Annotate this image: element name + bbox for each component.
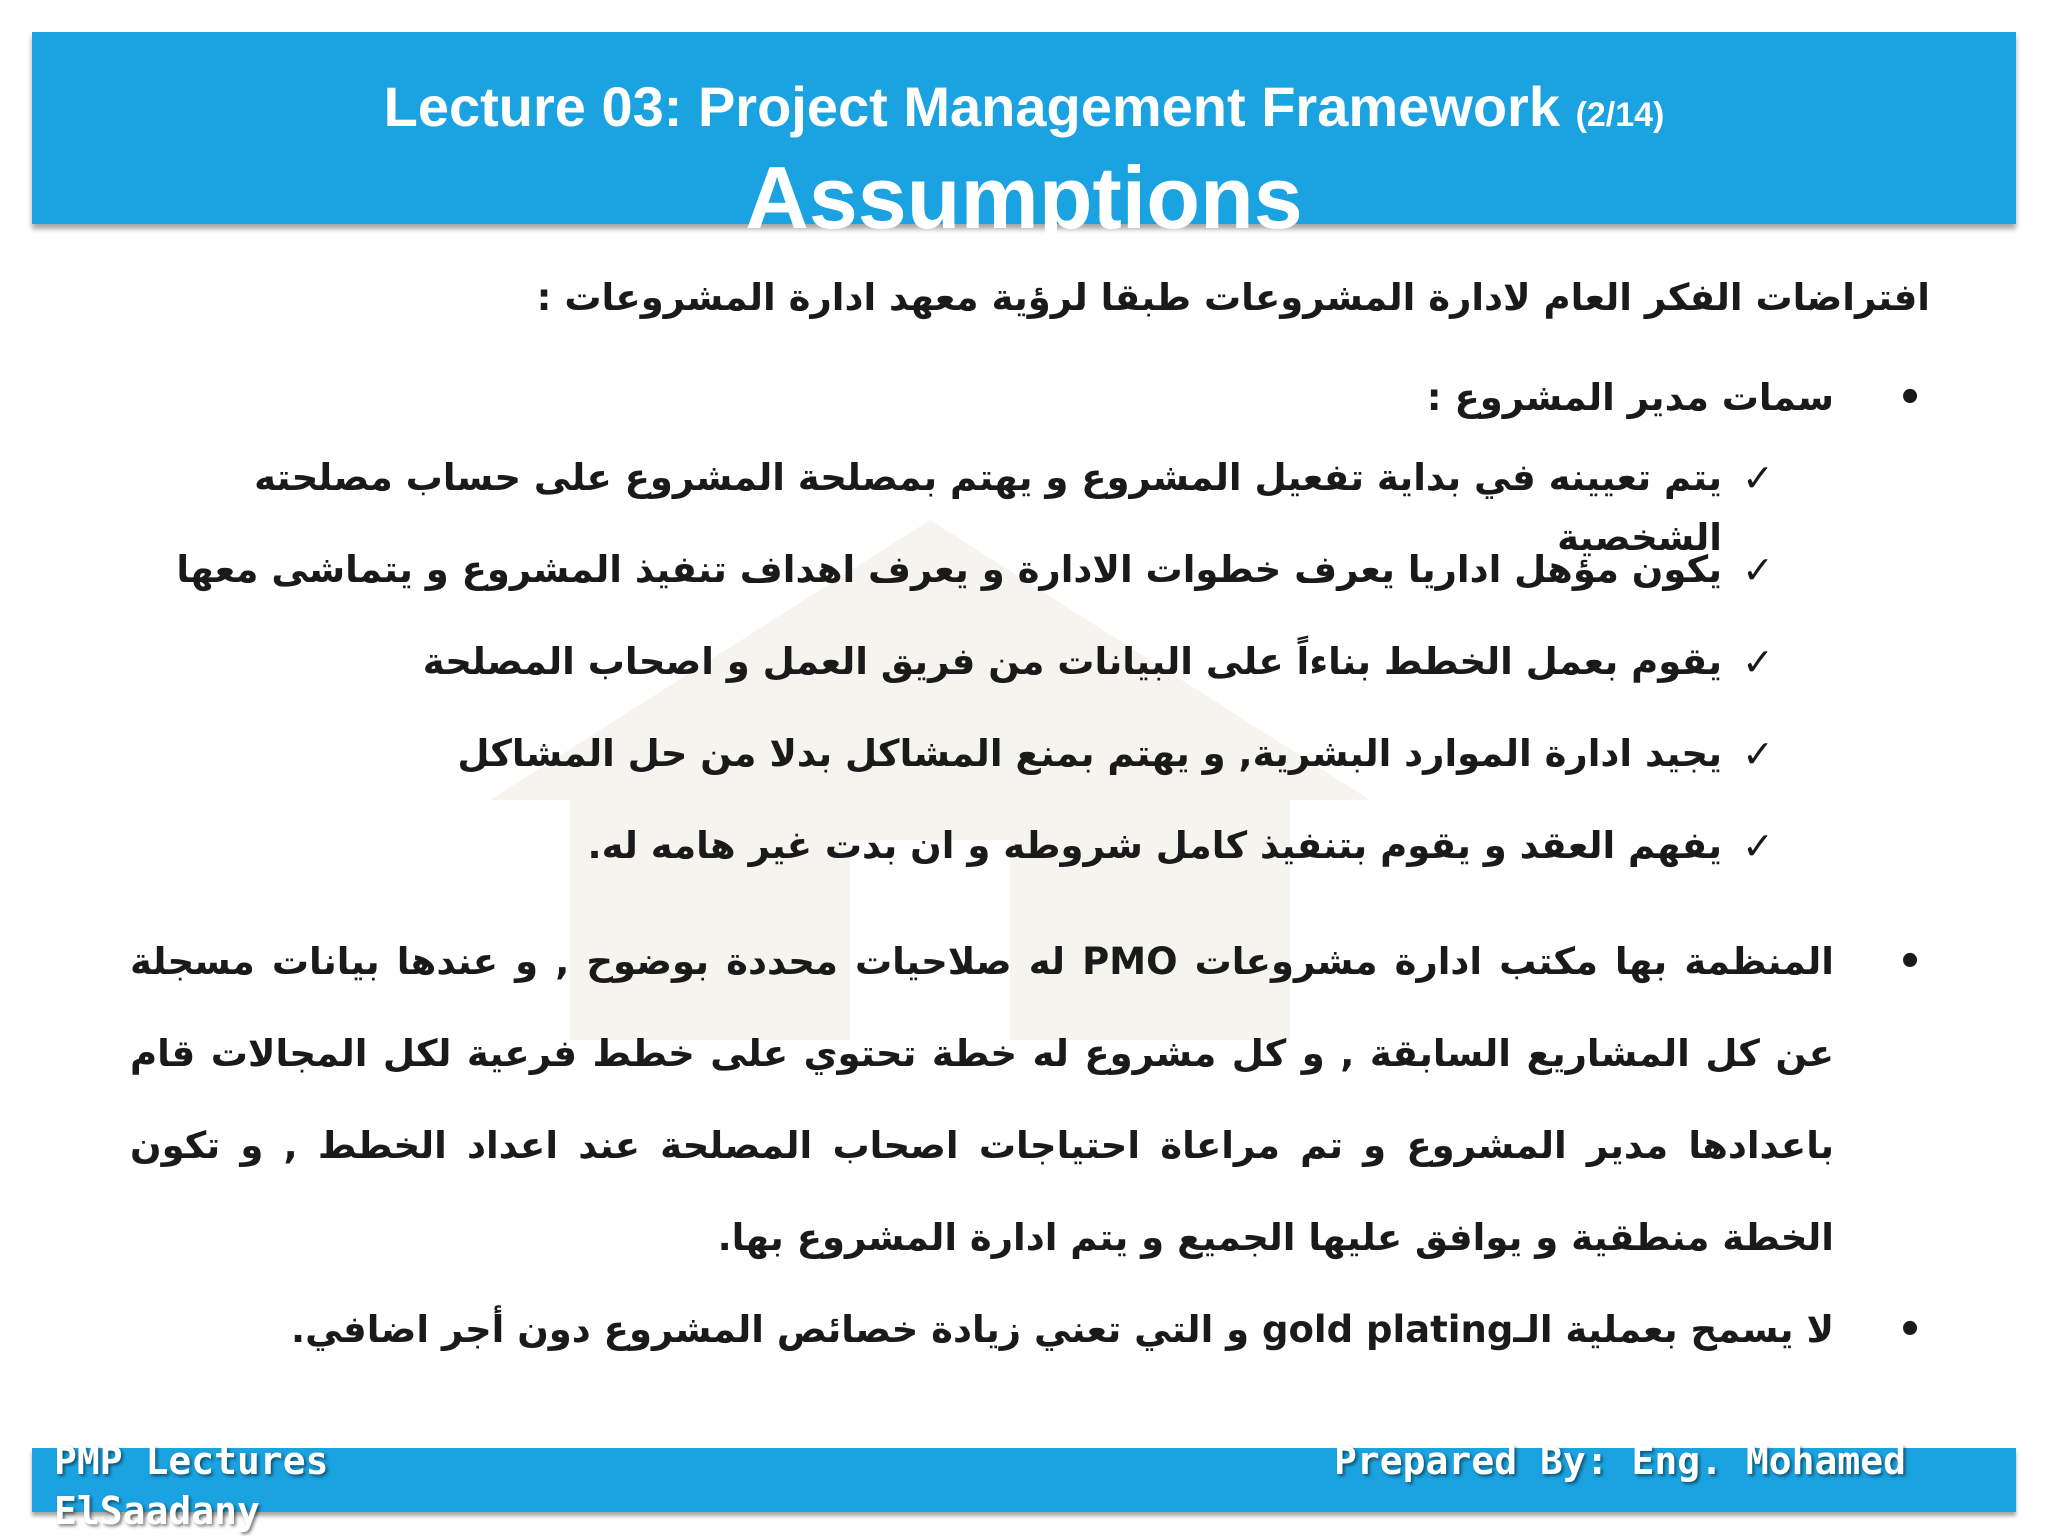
bullet-dot-icon: • <box>1897 1307 1923 1353</box>
bullet-label: سمات مدير المشروع : <box>1426 376 1834 419</box>
bullet-pmo-text <box>130 916 1834 1284</box>
gold-text-before: لا يسمح بعملية الـ <box>1513 1308 1834 1351</box>
checkmark-icon: ✓ <box>1742 548 1774 592</box>
list-item-text: يقوم بعمل الخطط بناءاً على البيانات من فريق العمل و اصحاب المصلحة <box>422 640 1722 683</box>
lecture-title-text: Lecture 03: Project Management Framework <box>383 75 1560 138</box>
checkmark-icon: ✓ <box>1742 456 1774 500</box>
bullet-gold-plating <box>130 1284 1930 1376</box>
checkmark-icon: ✓ <box>1742 732 1774 776</box>
pmo-term: PMO <box>1082 940 1178 983</box>
list-item-text: يفهم العقد و يقوم بتنفيذ كامل شروطه و ان بدت غير هامه له. <box>587 824 1722 867</box>
gold-plating-term: gold plating <box>1262 1308 1514 1351</box>
checkmark-icon: ✓ <box>1742 824 1774 868</box>
footer-left-text: PMP Lectures ElSaadany <box>54 1439 329 1533</box>
slide-subtitle: Assumptions <box>745 148 1303 247</box>
footer-banner <box>32 1439 2016 1533</box>
list-item-text: يتم تعيينه في بداية تفعيل المشروع و يهتم بمصلحة المشروع على حساب مصلحته الشخصية <box>254 456 1722 559</box>
list-item-text: يكون مؤهل اداريا يعرف خطوات الادارة و يعرف اهداف تنفيذ المشروع و يتماشى معها <box>176 548 1722 591</box>
bullet-dot-icon: • <box>1897 939 1923 985</box>
slide-counter: (2/14) <box>1575 96 1665 134</box>
checkmark-icon: ✓ <box>1742 640 1774 684</box>
list-item <box>130 540 1930 600</box>
list-item-text: يجيد ادارة الموارد البشرية, و يهتم بمنع المشاكل بدلا من حل المشاكل <box>457 732 1722 775</box>
bullet-pmo <box>130 916 1930 1284</box>
title-banner <box>32 32 2016 247</box>
bullet-gold-plating-text <box>130 1284 1834 1376</box>
pmo-text-before: المنظمة بها مكتب ادارة مشروعات <box>1194 940 1834 983</box>
gold-text-after: و التي تعني زيادة خصائص المشروع دون أجر اضافي. <box>291 1308 1250 1351</box>
intro-heading: افتراضات الفكر العام لادارة المشروعات طبقا لرؤية معهد ادارة المشروعات : <box>536 276 1930 319</box>
pmo-text-after: له صلاحيات محددة بوضوح , و عندها بيانات مسجلة عن كل المشاريع السابقة , و كل مشروع له خطة تحتوي على خطط فرعية لكل المجالات قام باعدادها مدير المشروع و تم مراعاة احتياجات اصحاب المصلحة عند اعداد الخطط , و تكون الخطة منطقية و يوافق عليها الجميع و يتم ادارة المشروع بها. <box>130 940 1834 1259</box>
bullet-dot-icon: • <box>1897 375 1923 421</box>
bullet-pm-traits <box>130 352 1930 444</box>
footer-right-text: Prepared By: Eng. Mohamed <box>1334 1439 1906 1483</box>
list-item <box>130 724 1930 784</box>
list-item <box>130 632 1930 692</box>
list-item <box>130 816 1930 876</box>
lecture-title <box>32 72 2016 150</box>
